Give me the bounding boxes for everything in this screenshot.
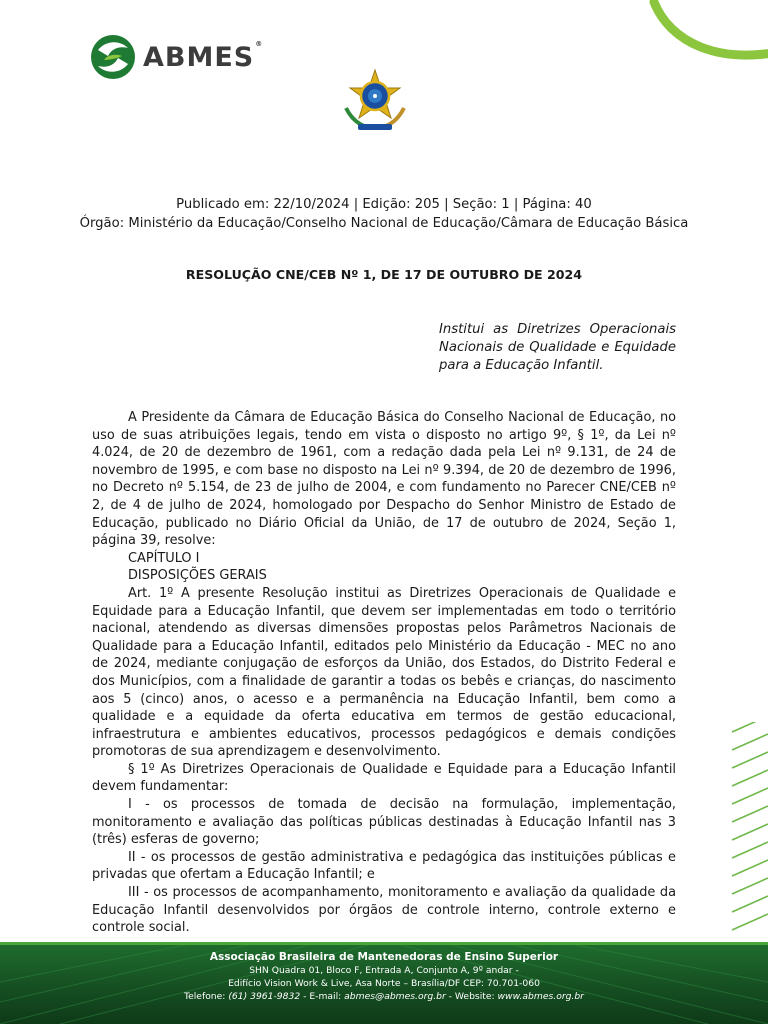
article-1: Art. 1º A presente Resolução institui as Diretrizes Operacionais de Qualidade e Equidade para a Educação Infantil, que devem ser implementadas em todo o território nacional, atendendo as diversas dimensões propostas pelos Parâmetros Nacionais de Qualidade para a Educação Infantil, editados pelo Ministério da Educação - MEC no ano de 2024, mediante conjugação de esforços da União, dos Estados, do Distrito Federal e dos Municípios, com a finalidade de garantir a todas os bebês e crianças, do nascimento aos 5 (cinco) anos, o acesso e a permanência na Educação Infantil, bem como a qualidade e a equidade da oferta educativa em termos de gestão educacional, infraestrutura e ambientes educativos, processos pedagógicos e demais condições promotoras de sua aprendizagem e desenvolvimento. (92, 585, 676, 760)
website-label: - Website: (448, 991, 495, 1002)
chapter-heading: CAPÍTULO I (128, 550, 200, 566)
footer-address-line2: Edifício Vision Work & Live, Asa Norte – Brasília/DF CEP: 70.701-060 (228, 978, 540, 989)
footer-organization: Associação Brasileira de Mantenedoras de Ensino Superior (209, 951, 559, 963)
corner-arc-decoration (648, 0, 768, 74)
abmes-emblem-icon (90, 34, 136, 80)
document-title: RESOLUÇÃO CNE/CEB Nº 1, DE 17 DE OUTUBRO DE 2024 (185, 267, 583, 282)
ementa: Institui as Diretrizes Operacionais Nacionais de Qualidade e Equidade para a Educação Infantil. (439, 322, 676, 373)
website-link[interactable]: www.abmes.org.br (497, 991, 584, 1002)
item-i: I - os processos de tomada de decisão na formulação, implementação, monitoramento e avaliação das políticas públicas destinadas à Educação Infantil nas 3 (três) esferas de governo; (92, 797, 676, 848)
email-link[interactable]: abmes@abmes.org.br (344, 991, 446, 1002)
item-ii: II - os processos de gestão administrativa e pedagógica das instituições públicas e privadas que ofertam a Educação Infantil; e (92, 849, 676, 883)
abmes-logo (90, 34, 263, 80)
chapter-title: DISPOSIÇÕES GERAIS (128, 568, 267, 584)
phone-label: Telefone: (184, 991, 226, 1002)
stripes-decoration (728, 722, 768, 942)
footer-contacts (0, 990, 768, 1003)
logo-wordmark: ABMES® (143, 39, 264, 73)
coat-of-arms-icon (340, 68, 410, 134)
footer (0, 942, 768, 1024)
item-iii: III - os processos de acompanhamento, monitoramento e avaliação da qualidade da Educação Infantil desenvolvidos por órgãos de controle interno, controle externo e controle social. (92, 885, 676, 936)
document-body (92, 409, 676, 937)
preamble-paragraph: A Presidente da Câmara de Educação Básica do Conselho Nacional de Educação, no uso de suas atribuições legais, tendo em vista o disposto no artigo 9º, § 1º, da Lei nº 4.024, de 20 de dezembro de 1961, com a redação dada pela Lei nº 9.131, de 24 de novembro de 1995, e com base no disposto na Lei nº 9.394, de 20 de dezembro de 1996, no Decreto nº 5.154, de 23 de julho de 2004, e com fundamento no Parecer CNE/CEB nº 2, de 4 de julho de 2024, homologado por Despacho do Senhor Ministro de Estado de Educação, publicado no Diário Oficial da União, de 17 de outubro de 2024, Seção 1, página 39, resolve: (92, 410, 676, 549)
issuing-body: Órgão: Ministério da Educação/Conselho Nacional de Educação/Câmara de Educação Básica (79, 216, 689, 231)
publication-info: Publicado em: 22/10/2024 | Edição: 205 | Seção: 1 | Página: 40 (176, 197, 592, 212)
phone-number[interactable]: (61) 3961-9832 (228, 991, 301, 1002)
email-label: - E-mail: (303, 991, 342, 1002)
paragraph-1: § 1º As Diretrizes Operacionais de Qualidade e Equidade para a Educação Infantil devem fundamentar: (92, 761, 676, 795)
footer-address-line1: SHN Quadra 01, Bloco F, Entrada A, Conjunto A, 9º andar - (249, 965, 519, 976)
